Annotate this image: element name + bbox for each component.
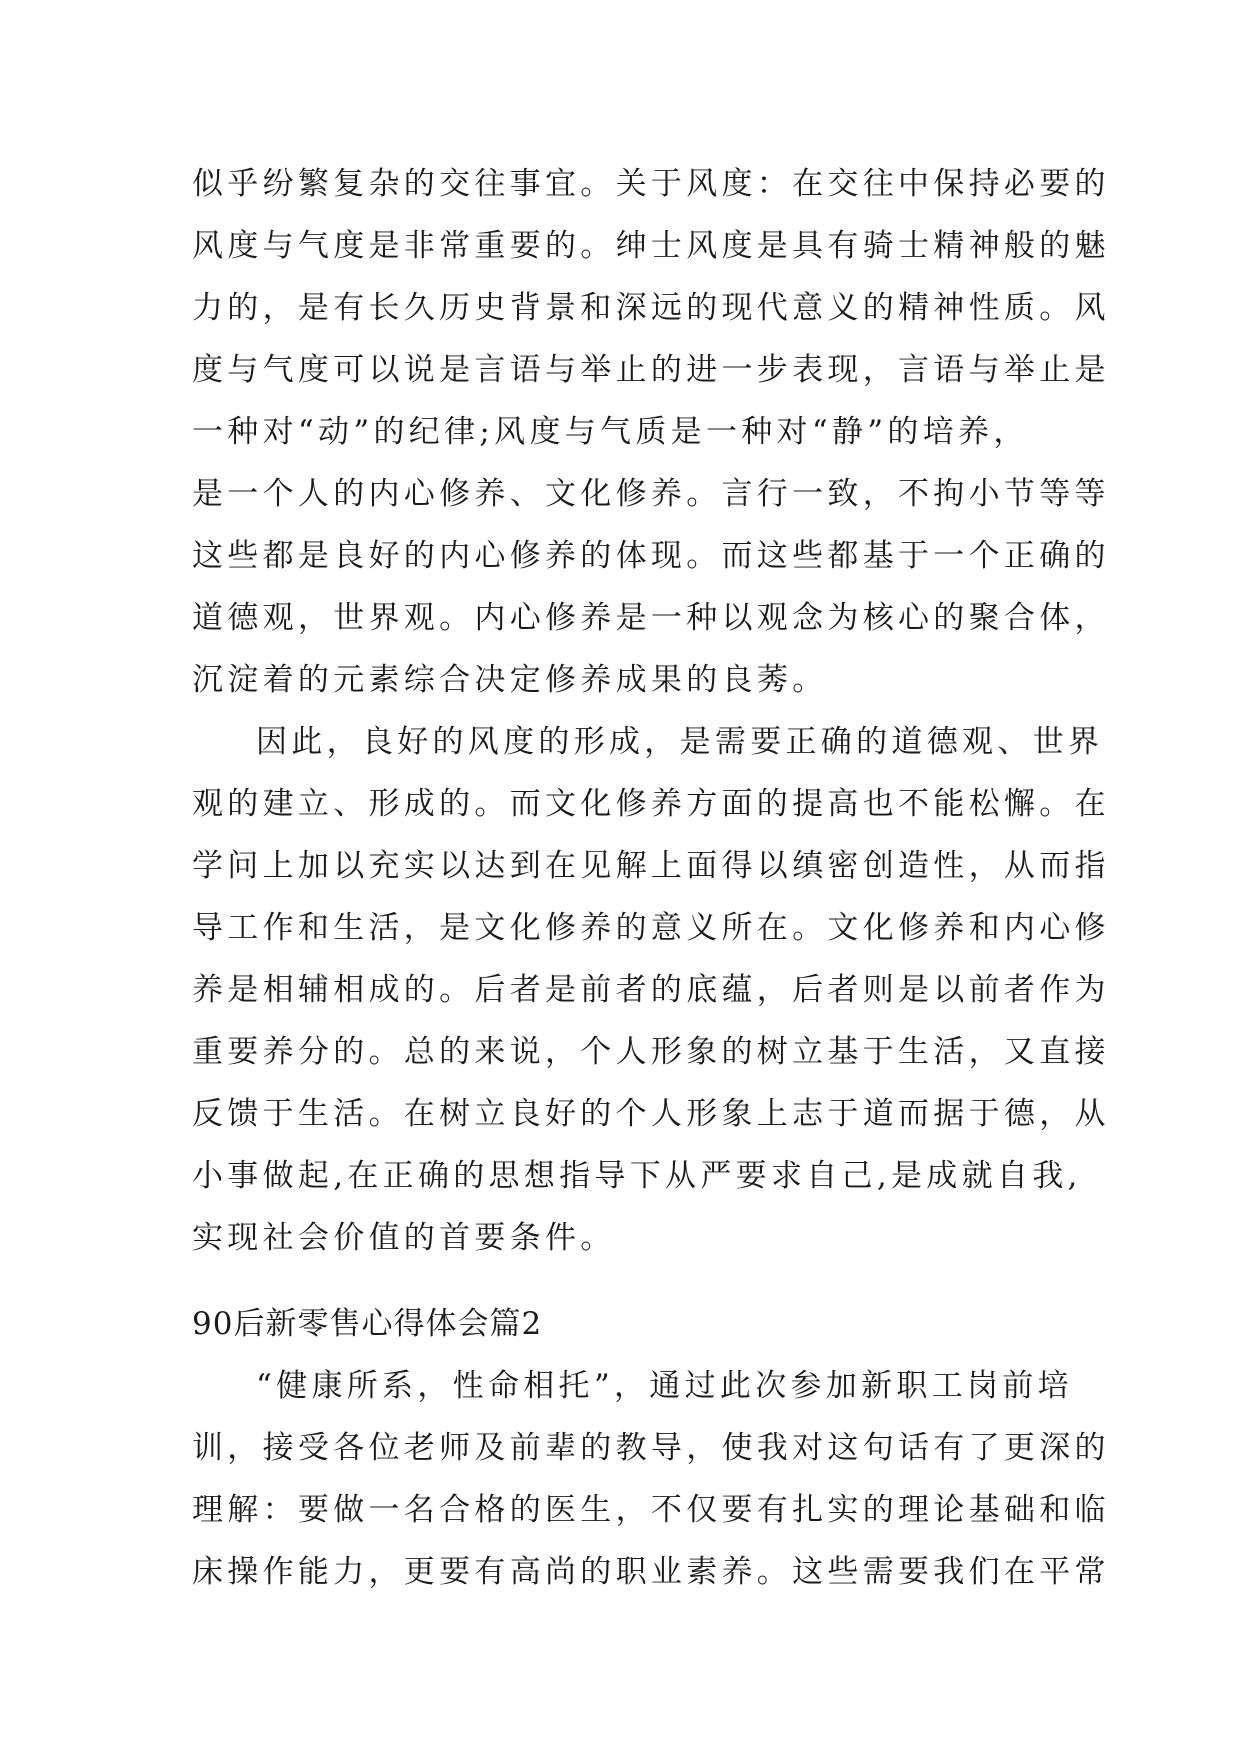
paragraph-line: 道德观，世界观。内心修养是一种以观念为核心的聚合体， — [192, 600, 1110, 636]
paragraph-line: 一种对“动”的纪律;风度与气质是一种对“静”的培养， — [192, 414, 1029, 450]
paragraph-line: 重要养分的。总的来说，个人形象的树立基于生活，又直接 — [192, 1034, 1110, 1070]
paragraph-line: 是一个人的内心修养、文化修养。言行一致，不拘小节等等 — [192, 476, 1110, 512]
paragraph-line: 沉淀着的元素综合决定修养成果的良莠。 — [192, 662, 828, 698]
paragraph-line: 因此，良好的风度的形成，是需要正确的道德观、世界 — [256, 724, 1104, 760]
paragraph-line: 养是相辅相成的。后者是前者的底蕴，后者则是以前者作为 — [192, 972, 1110, 1008]
paragraph-line: 小事做起,在正确的思想指导下从严要求自己,是成就自我, — [192, 1158, 1082, 1194]
paragraph-line: “健康所系，性命相托”，通过此次参加新职工岗前培 — [256, 1368, 1073, 1404]
paragraph-line: 似乎纷繁复杂的交往事宜。关于风度：在交往中保持必要的 — [192, 166, 1110, 202]
paragraph-line: 度与气度可以说是言语与举止的进一步表现，言语与举止是 — [192, 352, 1110, 388]
paragraph-line: 反馈于生活。在树立良好的个人形象上志于道而据于德，从 — [192, 1096, 1110, 1132]
paragraph-line: 观的建立、形成的。而文化修养方面的提高也不能松懈。在 — [192, 786, 1110, 822]
paragraph-line: 导工作和生活，是文化修养的意义所在。文化修养和内心修 — [192, 910, 1110, 946]
section-heading: 90后新零售心得体会篇2 — [192, 1306, 543, 1342]
paragraph-line: 训，接受各位老师及前辈的教导，使我对这句话有了更深的 — [192, 1430, 1110, 1466]
paragraph-line: 学问上加以充实以达到在见解上面得以缜密创造性，从而指 — [192, 848, 1110, 884]
paragraph-line: 床操作能力，更要有高尚的职业素养。这些需要我们在平常 — [192, 1554, 1110, 1590]
paragraph-line: 力的，是有长久历史背景和深远的现代意义的精神性质。风 — [192, 290, 1110, 326]
paragraph-line: 风度与气度是非常重要的。绅士风度是具有骑士精神般的魅 — [192, 228, 1110, 264]
paragraph-line: 理解：要做一名合格的医生，不仅要有扎实的理论基础和临 — [192, 1492, 1110, 1528]
paragraph-line: 这些都是良好的内心修养的体现。而这些都基于一个正确的 — [192, 538, 1110, 574]
paragraph-line: 实现社会价值的首要条件。 — [192, 1220, 616, 1256]
